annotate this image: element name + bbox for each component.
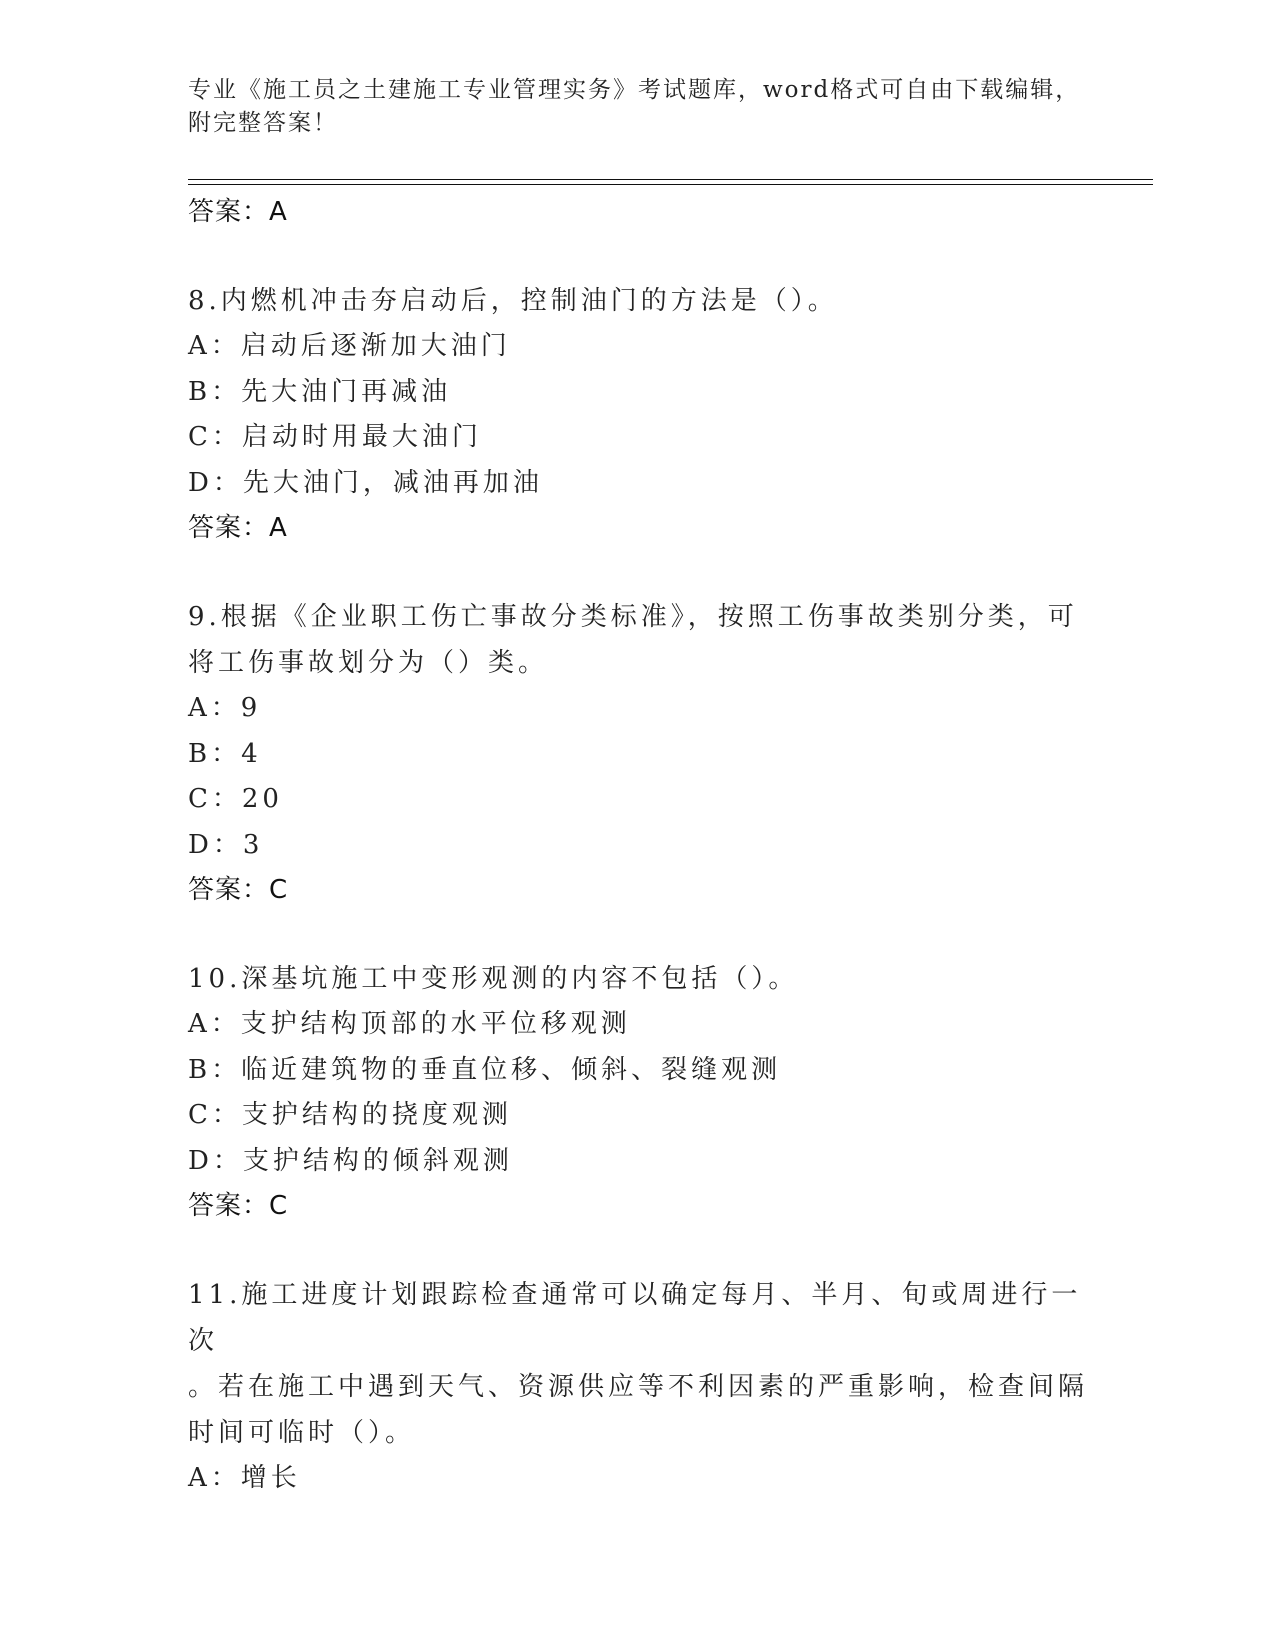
answer-label: 答案：C xyxy=(188,1191,289,1221)
option-b: B：先大油门再减油 xyxy=(188,376,452,407)
question-item xyxy=(188,956,1088,1228)
option-d: D：3 xyxy=(188,829,264,860)
header-divider xyxy=(188,179,1153,180)
option-a: A：启动后逐渐加大油门 xyxy=(188,331,511,361)
question-item xyxy=(188,1272,1088,1502)
header-line: 专业《施工员之土建施工专业管理实务》考试题库，word格式可自由下载编辑， xyxy=(188,77,1081,103)
option-c: C：启动时用最大油门 xyxy=(188,422,482,452)
option-a: A：增长 xyxy=(188,1463,301,1493)
question-stem: 时间可临时（）。 xyxy=(188,1418,416,1448)
question-stem: 。若在施工中遇到天气、资源供应等不利因素的严重影响，检查间隔 xyxy=(188,1372,1089,1402)
answer-label: 答案：C xyxy=(188,875,289,905)
option-c: C：20 xyxy=(188,784,283,814)
question-stem: 8.内燃机冲击夯启动后，控制油门的方法是（）。 xyxy=(188,286,838,316)
option-c: C：支护结构的挠度观测 xyxy=(188,1100,512,1130)
question-item xyxy=(188,594,1088,912)
page-header xyxy=(188,74,1088,140)
option-a: A：支护结构顶部的水平位移观测 xyxy=(188,1009,631,1039)
header-divider xyxy=(188,184,1153,185)
question-stem: 10.深基坑施工中变形观测的内容不包括（）。 xyxy=(188,964,799,994)
option-d: D：先大油门，减油再加油 xyxy=(188,467,543,498)
question-item xyxy=(188,278,1088,550)
option-b: B：临近建筑物的垂直位移、倾斜、裂缝观测 xyxy=(188,1054,782,1085)
header-line: 附完整答案！ xyxy=(188,110,338,136)
question-stem: 11.施工进度计划跟踪检查通常可以确定每月、半月、旬或周进行一次 xyxy=(188,1280,1082,1356)
option-b: B：4 xyxy=(188,738,262,769)
answer-label: 答案：A xyxy=(188,513,288,543)
question-stem: 9.根据《企业职工伤亡事故分类标准》，按照工伤事故类别分类，可 xyxy=(188,602,1078,632)
option-a: A：9 xyxy=(188,693,262,723)
question-stem: 将工伤事故划分为（）类。 xyxy=(188,648,549,678)
answer-label: 答案：A xyxy=(188,197,288,227)
question-list xyxy=(188,190,1088,1502)
option-d: D：支护结构的倾斜观测 xyxy=(188,1145,513,1176)
